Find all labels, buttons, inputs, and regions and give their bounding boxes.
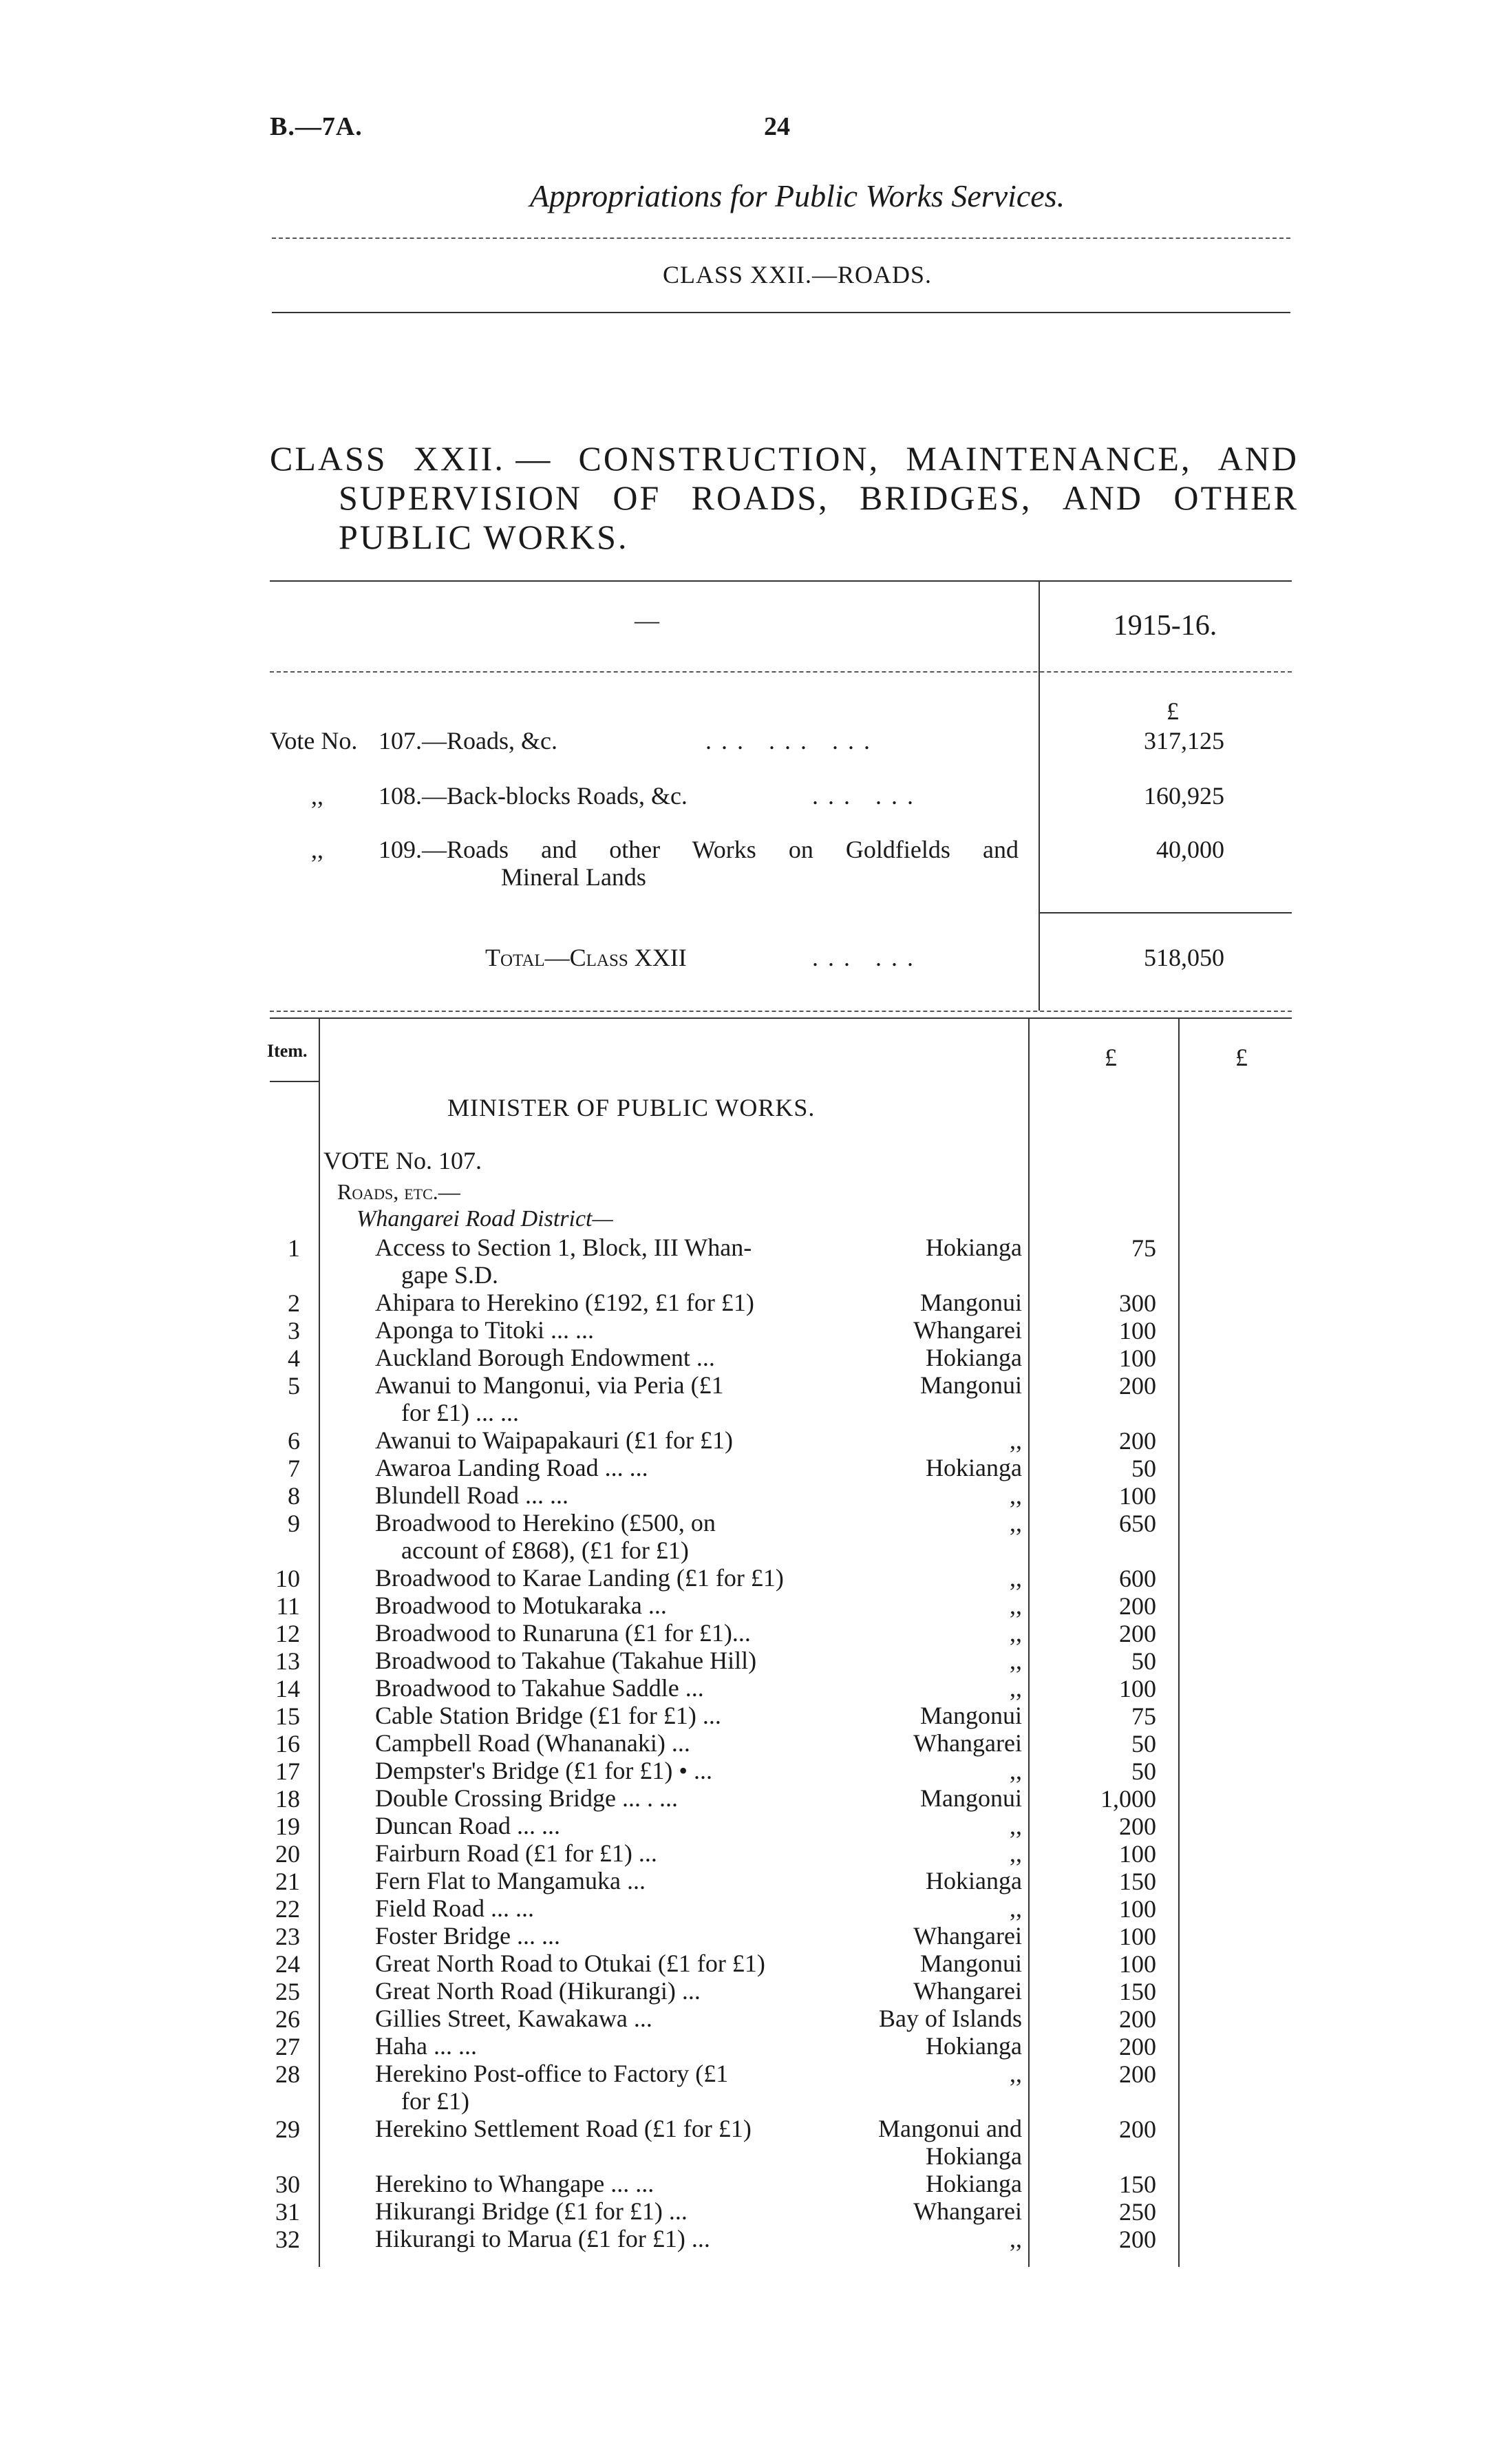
item-district-line: Mangonui and (878, 2115, 1022, 2142)
item-number: 8 (288, 1482, 300, 1510)
item-amount: 200 (1119, 2115, 1156, 2143)
item-description-line: Herekino Settlement Road (£1 for £1) (375, 2115, 752, 2142)
item-number: 1 (288, 1234, 300, 1262)
table-rule (270, 1081, 319, 1082)
item-district (836, 2197, 1022, 2225)
item-amount: 1,000 (1100, 1785, 1156, 1813)
total-label: Total—Class XXII (485, 944, 687, 971)
item-amount: 200 (1119, 2033, 1156, 2060)
item-number: 16 (275, 1730, 300, 1757)
item-district (836, 1894, 1022, 1922)
title-word: XXII. — (413, 439, 553, 478)
item-description-line: Awanui to Waipapakauri (£1 for £1) (375, 1426, 733, 1454)
item-description-line: Aponga to Titoki ... ... (375, 1316, 595, 1344)
title-word: AND (1217, 439, 1299, 478)
item-description (375, 2197, 850, 2225)
item-district (836, 1564, 1022, 1592)
item-description (375, 2225, 850, 2252)
item-description-line: Awaroa Landing Road ... ... (375, 1454, 648, 1481)
item-description (375, 1592, 850, 1619)
title-word: OF (613, 478, 661, 517)
vote-108-prefix: ,, (311, 782, 323, 810)
item-amount: 200 (1119, 2005, 1156, 2033)
item-amount: 300 (1119, 1289, 1156, 1317)
item-number: 6 (288, 1427, 300, 1455)
item-description-line: Access to Section 1, Block, III Whan- (375, 1234, 752, 1261)
item-district (836, 1619, 1022, 1647)
item-description (375, 1509, 850, 1564)
class-heading: CLASS XXII.—ROADS. (662, 261, 933, 288)
item-number: 28 (275, 2060, 300, 2088)
class-title-line-3: PUBLIC WORKS. (339, 518, 629, 556)
item-district-line: Whangarei (913, 1977, 1022, 2005)
item-description (375, 2005, 850, 2032)
page-heading: Appropriations for Public Works Services. (529, 178, 1065, 213)
item-number: 23 (275, 1923, 300, 1950)
item-district-line: ,, (1010, 1592, 1022, 1619)
item-description (375, 1481, 850, 1509)
item-description (375, 1316, 850, 1344)
item-district-line: Hokianga (926, 1867, 1022, 1894)
item-amount: 50 (1131, 1647, 1156, 1675)
item-description-line: Hikurangi Bridge (£1 for £1) ... (375, 2197, 688, 2225)
item-district (836, 1702, 1022, 1729)
item-district (836, 1839, 1022, 1867)
item-district-line: Whangarei (913, 1316, 1022, 1344)
item-amount: 100 (1119, 1675, 1156, 1702)
item-district (836, 1729, 1022, 1757)
item-description-continued: account of £868), (£1 for £1) (401, 1537, 689, 1564)
amount-column-rule (1028, 1017, 1030, 2267)
item-description (375, 1371, 850, 1426)
item-description-line: Hikurangi to Marua (£1 for £1) ... (375, 2225, 710, 2252)
item-description-line: Gillies Street, Kawakawa ... (375, 2005, 652, 2032)
item-number: 24 (275, 1950, 300, 1978)
item-description-continued: gape S.D. (401, 1261, 498, 1289)
table-rule (270, 1011, 1292, 1012)
item-description-line: Awanui to Mangonui, via Peria (£1 (375, 1371, 724, 1399)
item-description (375, 1757, 850, 1784)
item-district-line: ,, (1010, 1619, 1022, 1647)
item-description-line: Herekino Post-office to Factory (£1 (375, 2060, 729, 2087)
class-title-line-1 (270, 439, 1299, 478)
item-amount: 150 (1119, 2171, 1156, 2198)
item-district-line: ,, (1010, 1426, 1022, 1454)
item-district-line: Mangonui (920, 1950, 1022, 1977)
class-title (270, 439, 1299, 557)
item-description-line: Auckland Borough Endowment ... (375, 1344, 715, 1371)
total-column-rule (1178, 1017, 1180, 2267)
item-district-line: Whangarei (913, 2197, 1022, 2225)
item-description (375, 1344, 850, 1371)
item-amount: 200 (1119, 2060, 1156, 2088)
item-number: 10 (275, 1565, 300, 1592)
item-district (836, 2115, 1022, 2170)
item-amount: 150 (1119, 1978, 1156, 2005)
pound-column-header-2: £ (1235, 1044, 1248, 1071)
item-number: 32 (275, 2226, 300, 2253)
item-district (836, 1344, 1022, 1371)
table-rule (270, 580, 1292, 582)
item-number: 2 (288, 1289, 300, 1317)
total-dots: ... ... (812, 944, 923, 971)
vote-107-dots: ... ... ... (705, 727, 880, 754)
item-amount: 100 (1119, 1344, 1156, 1372)
item-number: 22 (275, 1895, 300, 1923)
item-description (375, 1812, 850, 1839)
item-district (836, 1426, 1022, 1454)
item-district (836, 1371, 1022, 1399)
item-district (836, 1316, 1022, 1344)
item-amount: 100 (1119, 1950, 1156, 1978)
item-number: 30 (275, 2171, 300, 2198)
item-district-line: ,, (1010, 1894, 1022, 1922)
title-word: BRIDGES, (859, 478, 1032, 517)
item-amount: 100 (1119, 1317, 1156, 1344)
item-description (375, 1619, 850, 1647)
vote-109-label: 109.—Roads and other Works on Goldfields and (379, 836, 1019, 863)
item-district-line: Whangarei (913, 1922, 1022, 1950)
item-district-continued: Hokianga (926, 2142, 1022, 2170)
item-district-line: ,, (1010, 1674, 1022, 1702)
item-district (836, 2060, 1022, 2087)
document-reference: B.—7A. (270, 112, 363, 141)
summary-year-header: 1915-16. (1113, 610, 1217, 642)
item-description (375, 1289, 850, 1316)
item-description-continued: for £1) ... ... (401, 1399, 519, 1426)
item-district (836, 1922, 1022, 1950)
item-description-continued: for £1) (401, 2087, 469, 2115)
item-district (836, 1674, 1022, 1702)
item-amount: 200 (1119, 1372, 1156, 1400)
item-district-line: Hokianga (926, 1344, 1022, 1371)
item-number: 15 (275, 1702, 300, 1730)
item-description-line: Haha ... ... (375, 2032, 477, 2060)
item-amount: 200 (1119, 1620, 1156, 1647)
item-district-line: ,, (1010, 2225, 1022, 2252)
item-number: 19 (275, 1813, 300, 1840)
summary-dash-header: — (635, 606, 659, 634)
item-description (375, 1839, 850, 1867)
item-description-line: Broadwood to Takahue Saddle ... (375, 1674, 704, 1702)
district-heading: Whangarei Road District— (356, 1206, 613, 1232)
item-description (375, 1234, 850, 1289)
item-number: 3 (288, 1317, 300, 1344)
item-district (836, 2170, 1022, 2197)
item-amount: 200 (1119, 2226, 1156, 2253)
item-description-line: Foster Bridge ... ... (375, 1922, 560, 1950)
item-amount: 200 (1119, 1592, 1156, 1620)
item-description-line: Cable Station Bridge (£1 for £1) ... (375, 1702, 721, 1729)
vote-108-label: 108.—Back-blocks Roads, &c. (379, 782, 688, 810)
item-district-line: ,, (1010, 2060, 1022, 2087)
item-amount: 50 (1131, 1730, 1156, 1757)
item-district-line: Mangonui (920, 1702, 1022, 1729)
item-description-line: Broadwood to Motukaraka ... (375, 1592, 667, 1619)
item-description-line: Fern Flat to Mangamuka ... (375, 1867, 646, 1894)
item-description (375, 1977, 850, 2005)
pound-column-header: £ (1105, 1044, 1117, 1071)
title-word: CONSTRUCTION, (578, 439, 880, 478)
minister-heading: MINISTER OF PUBLIC WORKS. (447, 1094, 816, 1121)
item-description (375, 1426, 850, 1454)
divider (272, 237, 1290, 239)
title-word: MAINTENANCE, (906, 439, 1192, 478)
title-word: ROADS, (691, 478, 829, 517)
item-amount: 200 (1119, 1427, 1156, 1455)
table-rule (1039, 912, 1292, 914)
item-amount: 150 (1119, 1868, 1156, 1895)
item-number: 4 (288, 1344, 300, 1372)
item-district (836, 1784, 1022, 1812)
item-number: 18 (275, 1785, 300, 1813)
item-description-line: Campbell Road (Whananaki) ... (375, 1729, 690, 1757)
item-district (836, 1509, 1022, 1537)
item-number: 26 (275, 2005, 300, 2033)
item-district (836, 1812, 1022, 1839)
table-rule (270, 1017, 1292, 1019)
section-heading: Roads, etc.— (337, 1179, 460, 1204)
item-description (375, 1674, 850, 1702)
item-number: 12 (275, 1620, 300, 1647)
item-description (375, 1564, 850, 1592)
item-district-line: ,, (1010, 1509, 1022, 1537)
item-description (375, 1950, 850, 1977)
item-number: 25 (275, 1978, 300, 2005)
item-number: 5 (288, 1372, 300, 1400)
summary-currency: £ (1167, 697, 1179, 725)
vote-109-label-cont: Mineral Lands (501, 863, 646, 891)
item-number: 14 (275, 1675, 300, 1702)
item-district (836, 1481, 1022, 1509)
item-district (836, 1289, 1022, 1316)
item-district (836, 1867, 1022, 1894)
item-column-rule (319, 1017, 320, 2267)
vote-109-amount: 40,000 (1156, 836, 1224, 863)
item-amount: 200 (1119, 1813, 1156, 1840)
vote-107-prefix: Vote No. (270, 727, 358, 754)
vote-108-amount: 160,925 (1144, 782, 1224, 810)
item-description (375, 2115, 850, 2142)
item-description (375, 1454, 850, 1481)
item-amount: 100 (1119, 1895, 1156, 1923)
item-district-line: Mangonui (920, 1784, 1022, 1812)
vote-108-dots: ... ... (812, 782, 923, 810)
item-district-line: Hokianga (926, 2170, 1022, 2197)
item-description-line: Broadwood to Herekino (£500, on (375, 1509, 716, 1537)
item-district (836, 1950, 1022, 1977)
item-amount: 50 (1131, 1455, 1156, 1482)
item-description (375, 1702, 850, 1729)
item-district-line: ,, (1010, 1481, 1022, 1509)
item-district-line: ,, (1010, 1839, 1022, 1867)
divider (272, 312, 1290, 313)
item-district (836, 1234, 1022, 1261)
item-district-line: ,, (1010, 1564, 1022, 1592)
title-word: AND (1062, 478, 1144, 517)
item-description-line: Dempster's Bridge (£1 for £1) • ... (375, 1757, 712, 1784)
item-number: 11 (276, 1592, 300, 1620)
item-number: 17 (275, 1757, 300, 1785)
item-number: 21 (275, 1868, 300, 1895)
item-amount: 250 (1119, 2198, 1156, 2226)
table-rule (270, 671, 1292, 673)
item-number: 7 (288, 1455, 300, 1482)
item-district (836, 1977, 1022, 2005)
item-district-line: Mangonui (920, 1289, 1022, 1316)
item-district-line: Hokianga (926, 1234, 1022, 1261)
item-description-line: Duncan Road ... ... (375, 1812, 560, 1839)
item-description-line: Herekino to Whangape ... ... (375, 2170, 654, 2197)
item-description-line: Broadwood to Runaruna (£1 for £1)... (375, 1619, 751, 1647)
item-description (375, 1647, 850, 1674)
item-description-line: Ahipara to Herekino (£192, £1 for £1) (375, 1289, 754, 1316)
item-amount: 600 (1119, 1565, 1156, 1592)
item-district-line: ,, (1010, 1757, 1022, 1784)
item-description-line: Field Road ... ... (375, 1894, 534, 1922)
item-description-line: Blundell Road ... ... (375, 1481, 568, 1509)
item-amount: 75 (1131, 1234, 1156, 1262)
item-amount: 75 (1131, 1702, 1156, 1730)
page-number: 24 (764, 112, 790, 141)
item-number: 9 (288, 1510, 300, 1537)
vote-heading: VOTE No. 107. (323, 1147, 482, 1174)
item-description (375, 1867, 850, 1894)
item-number: 29 (275, 2115, 300, 2143)
item-district (836, 1454, 1022, 1481)
item-district (836, 1592, 1022, 1619)
item-description (375, 1784, 850, 1812)
vote-109-prefix: ,, (311, 836, 323, 863)
item-description-line: Double Crossing Bridge ... . ... (375, 1784, 678, 1812)
item-amount: 100 (1119, 1840, 1156, 1868)
item-number: 20 (275, 1840, 300, 1868)
item-description-line: Broadwood to Takahue (Takahue Hill) (375, 1647, 757, 1674)
vote-107-label: 107.—Roads, &c. (379, 727, 557, 754)
item-description-line: Great North Road to Otukai (£1 for £1) (375, 1950, 765, 1977)
title-word: OTHER (1173, 478, 1299, 517)
item-district-line: Hokianga (926, 2032, 1022, 2060)
title-word: CLASS (270, 439, 387, 478)
item-district (836, 2005, 1022, 2032)
item-description (375, 1922, 850, 1950)
item-description (375, 1894, 850, 1922)
item-district-line: Whangarei (913, 1729, 1022, 1757)
item-district-line: Bay of Islands (879, 2005, 1022, 2032)
item-amount: 50 (1131, 1757, 1156, 1785)
item-district (836, 1757, 1022, 1784)
item-amount: 100 (1119, 1923, 1156, 1950)
item-district-line: Hokianga (926, 1454, 1022, 1481)
item-description (375, 2170, 850, 2197)
class-title-line-2 (270, 478, 1299, 518)
item-column-header: Item. (267, 1041, 308, 1061)
item-district (836, 2032, 1022, 2060)
item-description-line: Broadwood to Karae Landing (£1 for £1) (375, 1564, 784, 1592)
item-amount: 100 (1119, 1482, 1156, 1510)
item-number: 13 (275, 1647, 300, 1675)
item-district-line: Mangonui (920, 1371, 1022, 1399)
item-number: 31 (275, 2198, 300, 2226)
vote-107-amount: 317,125 (1144, 727, 1224, 754)
item-description (375, 2060, 850, 2115)
item-amount: 650 (1119, 1510, 1156, 1537)
item-description (375, 2032, 850, 2060)
item-description-line: Fairburn Road (£1 for £1) ... (375, 1839, 657, 1867)
total-amount: 518,050 (1144, 944, 1224, 971)
item-description (375, 1729, 850, 1757)
item-number: 27 (275, 2033, 300, 2060)
title-word: SUPERVISION (339, 478, 583, 517)
item-district (836, 2225, 1022, 2252)
item-district-line: ,, (1010, 1812, 1022, 1839)
item-district (836, 1647, 1022, 1674)
item-district-line: ,, (1010, 1647, 1022, 1674)
item-description-line: Great North Road (Hikurangi) ... (375, 1977, 701, 2005)
